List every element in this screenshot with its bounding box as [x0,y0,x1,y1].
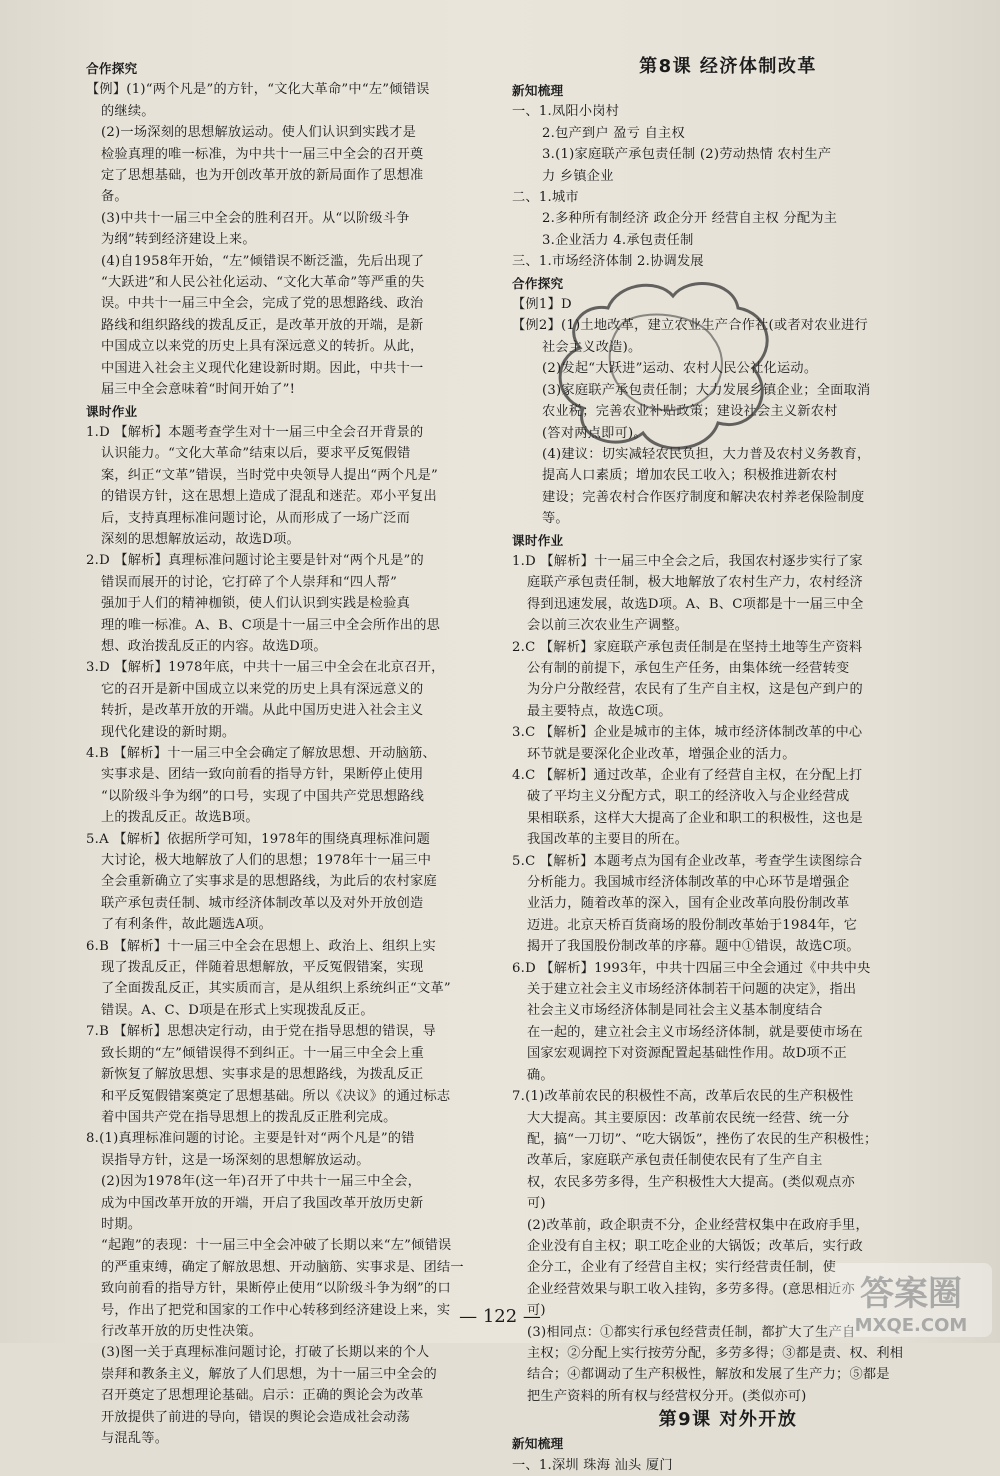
text-line: 全会重新确立了实事求是的思想路线，为此后的农村家庭 [101,874,437,890]
text-line: 致向前看的指导方针，果断停止使用“以阶级斗争为纲”的口 [101,1281,451,1297]
text-line: 深刻的思想解放运动，故选D项。 [101,531,300,547]
text-line: 后，支持真理标准问题讨论，从而形成了一场广泛而 [101,510,411,526]
text-line: 2.D 【解析】真理标准问题讨论主要是针对“两个凡是”的 [86,553,424,569]
text-line: (2)改革前，政企职责不分，企业经营权集中在政府手里， [527,1217,869,1233]
text-line: 5.A 【解析】依据所学可知，1978年的围绕真理标准问题 [86,831,431,847]
text-line: 着中国共产党在指导思想上的拨乱反正胜利完成。 [101,1109,397,1125]
text-line: 了有利条件，故此题选A项。 [101,917,273,933]
text-line: 可) [527,1196,546,1212]
text-line: 备。 [101,189,128,205]
text-line: 成为中国改革开放的开端，开启了我国改革开放历史新 [101,1195,424,1211]
text-line: 会以前三次农业生产调整。 [527,618,689,634]
page-number: — 122 — [0,1306,1000,1327]
text-line: 开放提供了前进的导向，错误的舆论会造成社会动荡 [101,1409,411,1425]
text-line: 新恢复了解放思想、实事求是的思想路线，为拨乱反正 [101,1067,424,1083]
text-line: 农业税；完善农业补贴政策；建设社会主义新农村 [542,404,838,420]
text-line: 一、1.深圳 珠海 汕头 厦门 [512,1457,673,1473]
section-heading: 合作探究 [86,61,138,76]
text-line: 【例2】(1)土地改革，建立农业生产合作社(或者对农业进行 [512,318,868,334]
text-line: 误。中共十一届三中全会，完成了党的思想路线、政治 [101,296,424,312]
text-line: 改革后，家庭联产承包责任制使农民有了生产自主 [527,1153,823,1169]
text-line: 提高人口素质；增加农民工收入；积极推进新农村 [542,468,838,484]
text-line: 配，搞“一刀切”、“吃大锅饭”，挫伤了农民的生产积极性； [527,1131,878,1147]
text-line: 为分户分散经营，农民有了生产自主权，这是包产到户的 [527,682,863,698]
text-line: 力 乡镇企业 [542,168,614,184]
text-line: 在一起的，建立社会主义市场经济体制，就是要使市场在 [527,1024,863,1040]
text-line: 认识能力。“文化大革命”结束以后，要求平反冤假错 [101,446,411,462]
text-line: 环节就是要深化企业改革，增强企业的活力。 [527,746,796,762]
text-line: “起跑”的表现：十一届三中全会冲破了长期以来“左”倾错误 [101,1238,452,1254]
text-line: (2)一场深刻的思想解放运动。使人们认识到实践才是 [101,125,417,141]
section-heading: 课时作业 [86,403,138,419]
text-line: 企分工，企业有了经营自主权；实行经营责任制，使 [527,1260,837,1276]
text-line: 大大提高。其主要原因：改革前农民统一经营、统一分 [527,1110,850,1126]
text-line: 的继续。 [101,103,155,119]
text-line: (2)发起“大跃进”运动、农村人民公社化运动。 [542,361,818,377]
text-line: 案，纠正“文革”错误，当时党中央领导人提出“两个凡是” [101,467,439,483]
text-line: 我国改革的主要目的所在。 [527,832,689,848]
text-line: 3.D 【解析】1978年底，中共十一届三中全会在北京召开， [86,660,445,676]
text-line: 届三中全会意味着“时间开始了”! [101,382,296,398]
text-line: 【例1】D [512,297,572,313]
text-line: 中国进入社会主义现代化建设新时期。因此，中共十一 [101,360,424,376]
text-line: 可) [527,1303,546,1319]
text-line: 【例】(1)“两个凡是”的方针，“文化大革命”中“左”倾错误 [86,82,430,98]
text-line: 企业没有自主权；职工吃企业的大锅饭；改革后，实行政 [527,1238,863,1254]
text-line: (3)中共十一届三中全会的胜利召开。从“以阶级斗争 [101,210,410,226]
text-line: 3.企业活力 4.承包责任制 [542,232,694,248]
text-line: 理的唯一标准。A、B、C项是十一届三中全会所作出的思 [101,617,441,633]
section-heading: 合作探究 [512,275,564,291]
text-line: 迈进。北京天桥百货商场的股份制改革始于1984年，它 [527,917,858,933]
text-line: 三、1.市场经济体制 2.协调发展 [512,254,704,270]
text-line: 一、1.凤阳小岗村 [512,104,620,120]
text-line: 确。 [527,1067,554,1083]
text-line: 国家宏观调控下对资源配置起基础性作用。故D项不正 [527,1046,847,1062]
text-line: 为纲”转到经济建设上来。 [101,232,256,248]
left-column [86,58,502,1449]
section-heading: 课时作业 [512,532,564,548]
text-line: 联产承包责任制、城市经济体制改革以及对外开放创造 [101,895,424,911]
text-line: 主权；②分配上实行按劳分配，多劳多得；③都是责、权、利相 [527,1345,904,1361]
text-line: 时期。 [101,1216,142,1232]
text-line: 崇拜和教条主义，解放了人们思想，为十一届三中全会的 [101,1366,437,1382]
text-line: 2.C 【解析】家庭联产承包责任制是在坚持土地等生产资料 [512,639,863,655]
text-line: (3)相同点：①都实行承包经营责任制，都扩大了生产自 [527,1324,856,1340]
text-line: 号，作出了把党和国家的工作中心转移到经济建设上来，实 [101,1302,451,1318]
text-line: 上的拨乱反正。故选B项。 [101,810,259,826]
text-line: 转折，是改革开放的开端。从此中国历史进入社会主义 [101,703,424,719]
text-line: 社会主义改造)。 [542,339,642,355]
text-line: 6.B 【解析】十一届三中全会在思想上、政治上、组织上实 [86,938,436,954]
text-line: 致长期的“左”倾错误得不到纠正。十一届三中全会上重 [101,1045,425,1061]
text-line: 现了拨乱反正，伴随着思想解放，平反冤假错案，实现 [101,960,424,976]
text-line: 1.D 【解析】本题考查学生对十一届三中全会召开背景的 [86,424,424,440]
text-line: 4.C 【解析】通过改革，企业有了经营自主权，在分配上打 [512,768,863,783]
text-line: 破了平均主义分配方式，职工的经济收入与企业经营成 [527,789,850,805]
text-line: 二、1.城市 [512,190,579,206]
section-heading: 新知梳理 [512,83,564,98]
right-column [512,58,914,1476]
text-line: 7.B 【解析】思想决定行动，由于党在指导思想的错误，导 [86,1024,436,1040]
text-line: 大讨论，极大地解放了人们的思想；1978年十一届三中 [101,853,432,869]
text-line: 2.包产到户 盈亏 自主权 [542,125,685,141]
text-line: 建设；完善农村合作医疗制度和解决农村养老保险制度 [542,489,865,505]
text-line: (4)建议：切实减轻农民负担，大力普及农村义务教育， [542,446,871,462]
text-line: 想、政治拨乱反正的内容。故选D项。 [101,638,327,654]
text-line: 关于建立社会主义市场经济体制若干问题的决定》，指出 [527,982,857,998]
svg-text:答案圈: 答案圈 [860,1274,962,1314]
text-line: 社会主义市场经济体制是同社会主义基本制度结合 [527,1003,823,1019]
text-line: 把生产资料的所有权与经营权分开。(类似亦可) [527,1388,807,1404]
text-line: 与混乱等。 [101,1431,169,1446]
text-line: 最主要特点，故选C项。 [527,703,672,719]
text-line: 企业经营效果与职工收入挂钩，多劳多得。(意思相近亦 [527,1281,855,1297]
text-line: 结合；④都调动了生产积极性，解放和发展了生产力；⑤都是 [527,1367,890,1383]
text-line: 3.(1)家庭联产承包责任制 (2)劳动热情 农村生产 [542,147,832,163]
text-line: 4.B 【解析】十一届三中全会确定了解放思想、开动脑筋、 [86,746,436,761]
svg-text:MXQE.COM: MXQE.COM [854,1315,968,1336]
text-line: 公有制的前提下，承包生产任务，由集体统一经营转变 [527,660,850,676]
text-line: “大跃进”和人民公社化运动、“文化大革命”等严重的失 [101,275,425,291]
text-line: 实事求是、团结一致向前看的指导方针，果断停止使用 [101,767,424,783]
text-line: 等。 [542,511,569,527]
text-line: 现代化建设的新时期。 [101,724,236,740]
text-line: 检验真理的唯一标准，为中共十一届三中全会的召开奠 [101,146,424,162]
text-line: 得到迅速发展，故选D项。A、B、C项都是十一届三中全 [527,596,864,612]
text-line: 召开奠定了思想理论基础。启示：正确的舆论会为改革 [101,1388,424,1404]
text-line: 和平反冤假错案奠定了思想基础。所以《决议》的通过标志 [101,1088,451,1104]
text-line: (3)图一关于真理标准问题讨论，打破了长期以来的个人 [101,1345,430,1361]
lesson-title: 第9课 对外开放 [658,1409,798,1431]
text-line: 的严重束缚，确定了解放思想、开动脑筋、实事求是、团结一 [101,1259,464,1275]
text-line: 行改革开放的历史性决策。 [101,1323,263,1339]
text-line: 分析能力。我国城市经济体制改革的中心环节是增强企 [527,875,850,891]
text-line: 错误。A、C、D项是在形式上实现拨乱反正。 [101,1002,374,1018]
text-line: 错误而展开的讨论，它打碎了个人崇拜和“四人帮” [101,574,398,590]
text-line: 误指导方针，这是一场深刻的思想解放运动。 [101,1152,370,1168]
text-line: 2.多种所有制经济 政企分开 经营自主权 分配为主 [542,211,838,227]
section-heading: 新知梳理 [512,1436,564,1452]
text-line: 6.D 【解析】1993年，中共十四届三中全会通过《中共中央 [512,960,871,976]
text-line: (4)自1958年开始，“左”倾错误不断泛滥，先后出现了 [101,253,425,269]
text-line: 业活力，随着改革的深入，国有企业改革向股份制改革 [527,896,850,912]
text-line: 的错误方针，这在思想上造成了混乱和迷茫。邓小平复出 [101,489,437,505]
text-line: 5.C 【解析】本题考点为国有企业改革，考查学生读图综合 [512,853,863,869]
text-line: 庭联产承包责任制，极大地解放了农村生产力，农村经济 [527,575,863,591]
text-line: 了全面拨乱反正，其实质而言，是从组织上系统纠正“文革” [101,981,451,997]
text-line: 8.(1)真理标准问题的讨论。主要是针对“两个凡是”的错 [86,1131,415,1147]
text-line: 中国成立以来党的历史上具有深远意义的转折。从此， [101,339,424,355]
text-line: 果相联系，这样大大提高了企业和职工的积极性，这也是 [527,810,863,826]
text-line: 1.D 【解析】十一届三中全会之后，我国农村逐步实行了家 [512,553,863,569]
text-line: “以阶级斗争为纲”的口号，实现了中国共产党思想路线 [101,788,425,804]
lesson-title: 第8课 经济体制改革 [639,56,817,77]
text-line: 路线和组织路线的拨乱反正，是改革开放的开端，是新 [101,317,424,333]
text-line: (2)因为1978年(这一年)召开了中共十一届三中全会， [101,1174,422,1190]
text-line: (答对两点即可)。 [542,425,647,441]
text-line: (3)家庭联产承包责任制；大力发展乡镇企业；全面取消 [542,382,871,398]
text-line: 7.(1)改革前农民的积极性不高，改革后农民的生产积极性 [512,1089,854,1105]
text-line: 揭开了我国股份制改革的序幕。题中①错误，故选C项。 [527,939,860,955]
text-line: 强加于人们的精神枷锁，使人们认识到实践是检验真 [101,596,411,612]
text-line: 权，农民多劳多得，生产积极性大大提高。(类似观点亦 [527,1174,855,1190]
text-line: 它的召开是新中国成立以来党的历史上具有深远意义的 [101,681,424,697]
text-line: 定了思想基础，也为开创改革开放的新局面作了思想准 [101,168,424,184]
text-line: 3.C 【解析】企业是城市的主体，城市经济体制改革的中心 [512,725,863,741]
